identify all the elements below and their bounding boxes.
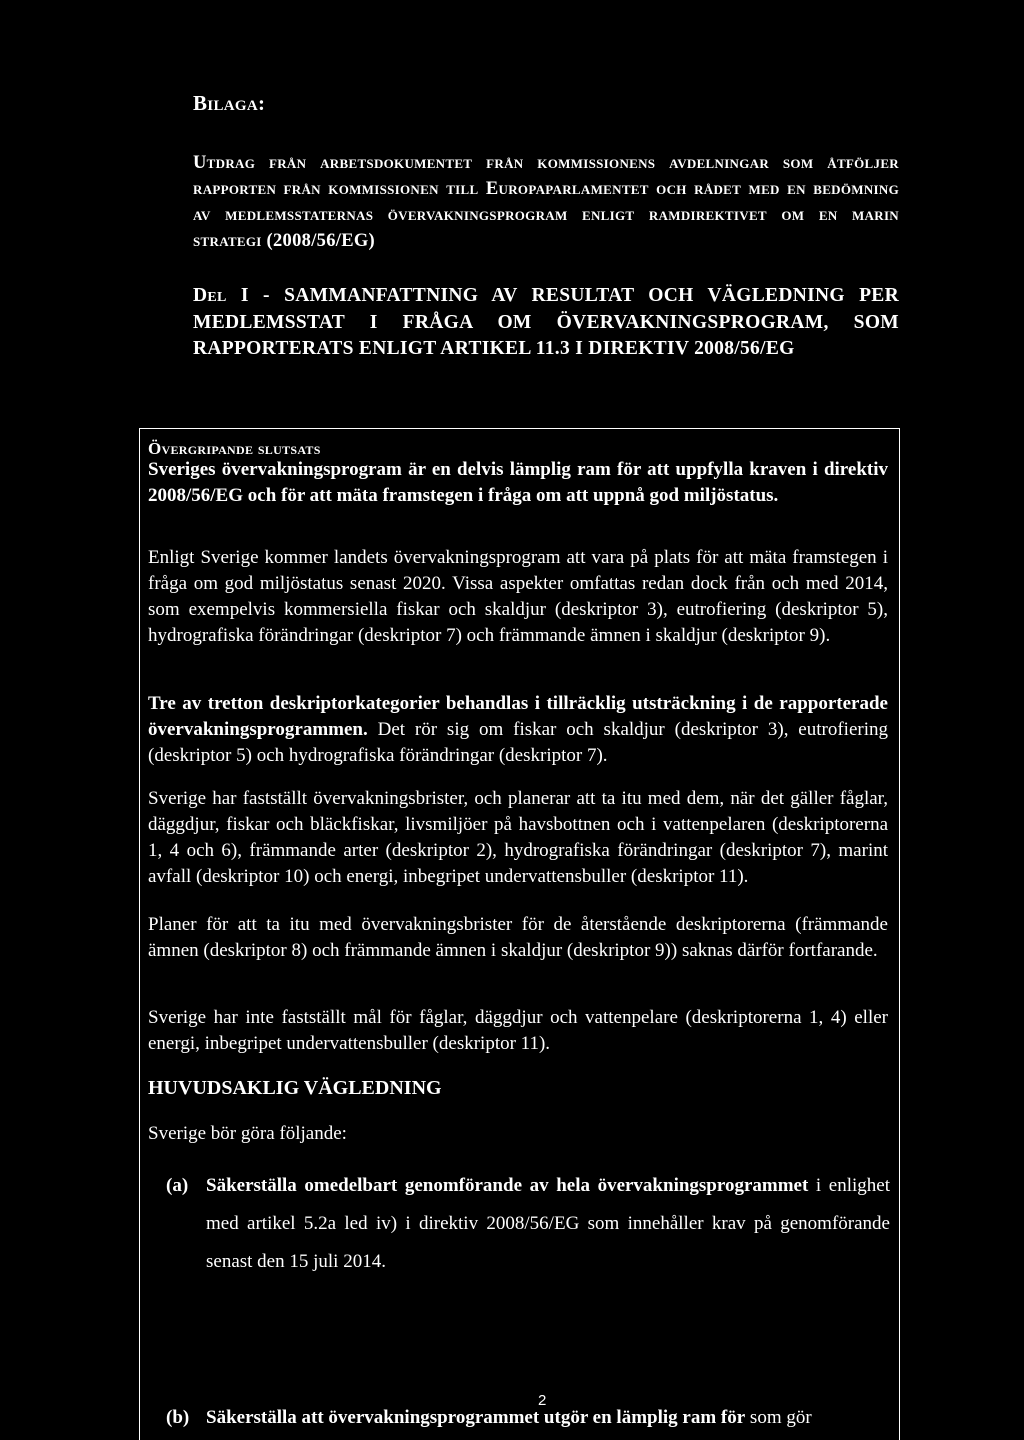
annex-label: Bilaga: — [193, 91, 266, 115]
guidance-item-a-rest: i enlighet med artikel 5.2a led iv) i direktiv 2008/56/EG som innehåller krav på genomförande senast den 15 juli 2014. — [206, 1175, 891, 1272]
conclusion-paragraph-6: Sverige har inte fastställt mål för fåglar, däggdjur och vattenpelare (deskriptorerna 1, 4) eller energi, inbegripet undervattensbuller (deskriptor 11). — [148, 1007, 888, 1054]
conclusions-heading: Övergripande slutsats — [148, 439, 321, 458]
guidance-item-b-text — [206, 1399, 890, 1437]
conclusion-paragraph-3 — [148, 691, 888, 769]
part-title-text: Del I - SAMMANFATTNING AV RESULTAT OCH VÄGLEDNING PER MEDLEMSSTAT I FRÅGA OM ÖVERVAKNINGSPROGRAM, SOM RAPPORTERATS ENLIGT ARTIKEL 11.3 I DIREKTIV 2008/56/EG — [193, 285, 899, 359]
extract-title: Utdrag från arbetsdokumentet från kommissionens avdelningar som åtföljer rapporten från kommissionen till Europaparlamentet och rådet med en bedömning av medlemsstaternas övervakningsprogram enligt ramdirektivet om en marin strategi (2008/56/EG) — [193, 153, 899, 251]
conclusions-box — [139, 428, 900, 1440]
conclusion-paragraph-3-bold: Tre av tretton deskriptorkategorier behandlas i tillräcklig utsträckning i de rapporterade övervakningsprogrammen. — [148, 693, 888, 740]
conclusion-paragraph-1: Sveriges övervakningsprogram är en delvis lämplig ram för att uppfylla kraven i direktiv 2008/56/EG och för att mäta framstegen i fråga om att uppnå god miljöstatus. — [148, 459, 888, 506]
conclusion-paragraph-5: Planer för att ta itu med övervakningsbrister för de återstående deskriptorerna (främmande ämnen (deskriptor 8) och främmande ämnen i skaldjur (deskriptor 9)) saknas därför fortfarande. — [148, 914, 888, 961]
guidance-heading: HUVUDSAKLIG VÄGLEDNING — [148, 1077, 442, 1099]
conclusion-paragraph-2: Enligt Sverige kommer landets övervakningsprogram att vara på plats för att mäta framstegen i fråga om god miljöstatus senast 2020. Vissa aspekter omfattas redan dock från och med 2014, som exempelvis kommersiella fiskar och skaldjur (deskriptor 3), eutrofiering (deskriptor 5), hydrografiska förändringar (deskriptor 7) och främmande ämnen i skaldjur (deskriptor 9). — [148, 547, 888, 646]
guidance-item-b — [166, 1399, 890, 1437]
guidance-item-b-rest: som gör — [745, 1407, 812, 1428]
guidance-item-a-marker: (a) — [166, 1175, 189, 1196]
conclusion-paragraph-3-rest: Det rör sig om fiskar och skaldjur (deskriptor 3), eutrofiering (deskriptor 5) och hydrografiska förändringar (deskriptor 7). — [148, 719, 888, 766]
guidance-item-a-bold: Säkerställa omedelbart genomförande av hela övervakningsprogrammet — [206, 1175, 809, 1196]
conclusion-paragraph-4: Sverige har fastställt övervakningsbrister, och planerar att ta itu med dem, när det gäller fåglar, däggdjur, fiskar och bläckfiskar, livsmiljöer på havsbottnen och i vattenpelaren (deskriptorerna 1, 4 och 6), främmande arter (deskriptor 2), hydrografiska förändringar (deskriptor 7), marint avfall (deskriptor 10) och energi, inbegripet undervattensbuller (deskriptor 11). — [148, 788, 888, 887]
part-title — [193, 283, 899, 363]
guidance-item-a — [166, 1167, 891, 1272]
guidance-intro: Sverige bör göra följande: — [148, 1123, 347, 1144]
guidance-item-b-marker: (b) — [166, 1407, 190, 1428]
guidance-item-b-bold: Säkerställa att övervakningsprogrammet utgör en lämplig ram för — [206, 1407, 746, 1428]
page-number: 2 — [538, 1392, 547, 1409]
guidance-item-a-text — [206, 1167, 890, 1281]
